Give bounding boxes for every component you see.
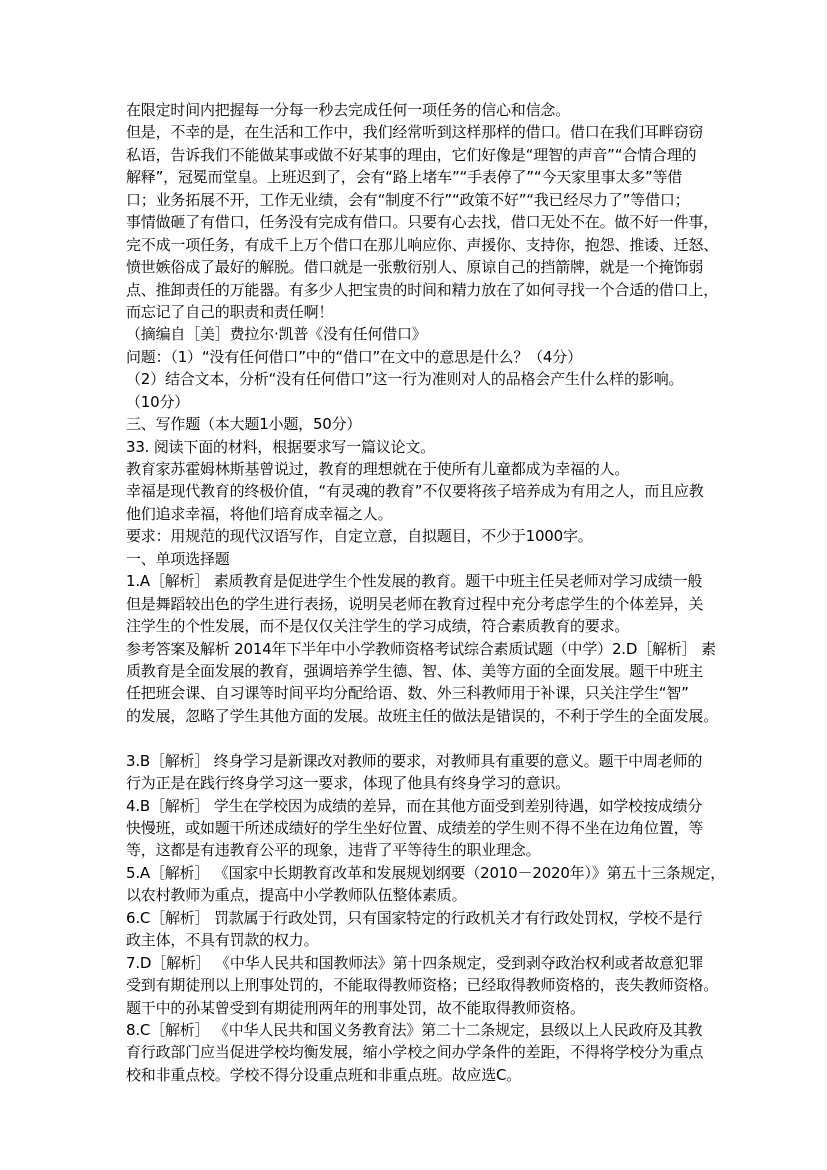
text-line: 愤世嫉俗成了最好的解脱。借口就是一张敷衍别人、原谅自己的挡箭牌，就是一个掩饰弱 [126,258,704,277]
text-line: 而忘记了自己的职责和责任啊！ [126,302,334,321]
text-line: 教育家苏霍姆林斯基曾说过，教育的理想就在于使所有儿童都成为幸福的人。 [126,460,630,478]
text-line: 行为正是在践行终身学习这一要求，体现了他具有终身学习的意识。 [126,774,571,793]
text-line: 4.B［解析］ 学生在学校因为成绩的差异，而在其他方面受到差别待遇，如学校按成绩分 [126,796,703,815]
text-line: 7.D［解析］ 《中华人民共和国教师法》第十四条规定，受到剥夺政治权利或者故意犯罪 [126,953,704,972]
text-line: 快慢班，或如题干所述成绩好的学生坐好位置、成绩差的学生则不得不坐在边角位置，等 [126,819,704,837]
text-line: （10分） [126,392,190,411]
text-line: 一、单项选择题 [126,549,230,568]
text-line: 要求：用规范的现代汉语写作，自定立意，自拟题目，不少于1000字。 [126,527,593,546]
text-line: 3.B［解析］ 终身学习是新课改对教师的要求，对教师具有重要的意义。题干中周老师的 [126,751,703,770]
text-line: 幸福是现代教育的终极价值，“有灵魂的教育”不仅要将孩子培养成为有用之人，而且应教 [126,482,704,501]
text-line: 校和非重点校。学校不得分设重点班和非重点班。故应选C。 [126,1065,522,1084]
text-line: 三、写作题（本大题1小题，50分） [126,415,362,434]
text-line: 的发展，忽略了学生其他方面的发展。故班主任的做法是错误的，不利于学生的全面发展。 [126,706,719,725]
text-line: 解释”，冠冕而堂皇。上班迟到了，会有“路上堵车”“手表停了”“今天家里事太多”等借 [126,168,683,187]
text-line: 问题：（1）“没有任何借口”中的“借口”在文中的意思是什么？（4分） [126,347,582,366]
text-line: 质教育是全面发展的教育，强调培养学生德、智、体、美等方面的全面发展。题干中班主 [126,661,704,680]
text-line: 育行政部门应当促进学校均衡发展，缩小学校之间办学条件的差距，不得将学校分为重点 [126,1043,704,1062]
text-line: 政主体，不具有罚款的权力。 [126,931,319,950]
text-line: 但是，不幸的是，在生活和工作中，我们经常听到这样那样的借口。借口在我们耳畔窃窃 [126,123,704,142]
text-line: 点、推卸责任的万能器。有多少人把宝贵的时间和精力放在了如何寻找一个合适的借口上， [126,280,719,299]
text-line: 题干中的孙某曾受到有期徒刑两年的刑事处罚，故不能取得教师资格。 [126,998,585,1017]
text-line: 8.C［解析］ 《中华人民共和国义务教育法》第二十二条规定，县级以上人民政府及其教 [126,1020,703,1039]
text-line: 完不成一项任务，有成千上万个借口在那儿响应你、声援你、支持你，抱怨、推诿、迁怒、 [126,235,719,254]
text-line: 但是舞蹈较出色的学生进行表扬，说明吴老师在教育过程中充分考虑学生的个体差异，关 [126,594,704,613]
text-line: （2）结合文本，分析“没有任何借口”这一行为准则对人的品格会产生什么样的影响。 [126,370,684,389]
text-line: 1.A［解析］ 素质教育是促进学生个性发展的教育。题干中班主任吴老师对学习成绩一般 [126,572,703,591]
text-line: 事情做砸了有借口，任务没有完成有借口。只要有心去找，借口无处不在。做不好一件事， [126,213,719,232]
text-line: 以农村教师为重点，提高中小学教师队伍整体素质。 [126,886,467,905]
text-line: 他们追求幸福，将他们培育成幸福之人。 [126,504,393,523]
text-line: 参考答案及解析 2014年下半年中小学教师资格考试综合素质试题（中学）2.D［解析］ 素 [126,639,716,658]
text-line: 口；业务拓展不开，工作无业绩，会有“制度不行”“政策不好”“我已经尽力了”等借口； [126,190,690,209]
text-line: 在限定时间内把握每一分每一秒去完成任何一项任务的信心和信念。 [126,101,571,119]
text-line: 6.C［解析］ 罚款属于行政处罚，只有国家特定的行政机关才有行政处罚权，学校不是行 [126,908,703,927]
text-line: 任把班会课、自习课等时间平均分配给语、数、外三科教师用于补课，只关注学生“智” [126,684,689,703]
text-line: 受到有期徒刑以上刑事处罚的，不能取得教师资格；已经取得教师资格的，丧失教师资格。 [126,976,719,995]
text-line: 5.A［解析］ 《国家中长期教育改革和发展规划纲要（2010－2020年）》第五十三条规定， [126,863,725,882]
text-line: 等，这都是有违教育公平的现象，违背了平等待生的职业理念。 [126,841,541,860]
document-body [126,99,726,1086]
text-line: 私语，告诉我们不能做某事或做不好某事的理由，它们好像是“理智的声音”“合情合理的 [126,145,697,164]
text-line: （摘编自［美］费拉尔·凯普《没有任何借口》 [126,325,427,344]
text-line: 33. 阅读下面的材料，根据要求写一篇议论文。 [126,437,436,456]
blank-line [126,727,726,749]
text-line: 注学生的个性发展，而不是仅仅关注学生的学习成绩，符合素质教育的要求。 [126,617,630,636]
